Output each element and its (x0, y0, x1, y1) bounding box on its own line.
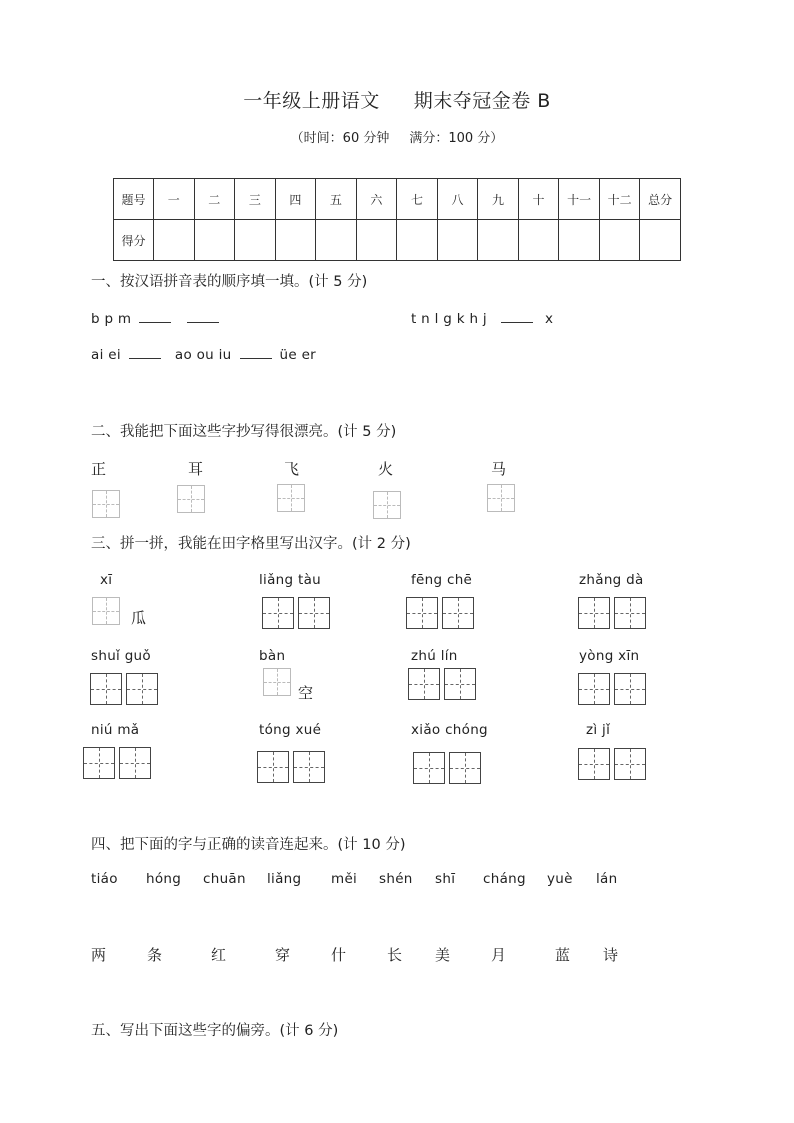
answer-blank[interactable] (240, 357, 272, 359)
copy-char: 正 (91, 460, 107, 478)
score-table-score-label: 得分 (114, 220, 154, 261)
pinyin-label: yòng xīn (579, 648, 640, 664)
pinyin-label: bàn (259, 648, 286, 664)
title-part2: 期末夺冠金卷 B (413, 90, 551, 112)
answer-blank[interactable] (139, 321, 171, 323)
section1-row1-right (411, 311, 553, 327)
score-table-header-label: 题号 (114, 179, 154, 220)
section1-row2-b: ao ou iu (174, 347, 232, 363)
tianzige-box[interactable] (257, 751, 289, 783)
match-pinyin[interactable]: yuè (547, 871, 573, 887)
copy-char: 马 (491, 460, 507, 478)
score-table-col: 十二 (599, 179, 640, 220)
match-pinyin[interactable]: liǎng (267, 871, 302, 887)
tianzige-box[interactable] (293, 751, 325, 783)
copy-char: 火 (378, 460, 394, 478)
section3-heading: 三、拼一拼，我能在田字格里写出汉字。(计 2 分) (91, 536, 411, 552)
match-pinyin[interactable]: tiáo (91, 871, 118, 887)
answer-blank[interactable] (187, 321, 219, 323)
pinyin-label: niú mǎ (91, 722, 140, 738)
tianzige-box[interactable] (277, 484, 305, 512)
score-table-col: 十 (518, 179, 559, 220)
score-table-col: 三 (235, 179, 276, 220)
tianzige-box[interactable] (408, 668, 440, 700)
score-table-col: 五 (316, 179, 357, 220)
section1-row1-right-tail: x (544, 311, 554, 327)
pinyin-label: tóng xué (259, 722, 322, 738)
score-table-col: 九 (478, 179, 519, 220)
tianzige-box[interactable] (449, 752, 481, 784)
tianzige-box[interactable] (578, 673, 610, 705)
match-char[interactable]: 红 (211, 946, 227, 964)
section1-row1-left (91, 311, 227, 327)
score-cell[interactable] (356, 220, 397, 261)
pinyin-label: xiǎo chóng (411, 722, 488, 738)
pinyin-label: fēng chē (411, 572, 473, 588)
copy-char: 飞 (284, 460, 300, 478)
page-subtitle (0, 127, 794, 146)
match-char[interactable]: 条 (147, 946, 163, 964)
match-pinyin[interactable]: cháng (483, 871, 526, 887)
page-title (0, 86, 794, 113)
score-cell[interactable] (640, 220, 681, 261)
tianzige-box[interactable] (92, 490, 120, 518)
match-pinyin[interactable]: lán (596, 871, 618, 887)
score-table-score-row (114, 220, 681, 261)
score-cell[interactable] (316, 220, 357, 261)
tianzige-box[interactable] (578, 597, 610, 629)
match-pinyin[interactable]: hóng (146, 871, 182, 887)
section4-heading: 四、把下面的字与正确的读音连起来。(计 10 分) (91, 837, 406, 853)
match-pinyin[interactable]: shī (435, 871, 456, 887)
subtitle-time: （时间：60 分钟 (290, 131, 390, 146)
score-table-col: 十一 (559, 179, 600, 220)
tianzige-box[interactable] (119, 747, 151, 779)
score-cell[interactable] (437, 220, 478, 261)
score-table-col: 七 (397, 179, 438, 220)
score-cell[interactable] (194, 220, 235, 261)
score-cell[interactable] (518, 220, 559, 261)
pinyin-label: zhǎng dà (579, 572, 644, 588)
score-table (113, 178, 681, 261)
pinyin-label: zì jǐ (586, 722, 611, 738)
copy-char: 耳 (188, 460, 204, 478)
score-table-header-row (114, 179, 681, 220)
tianzige-box[interactable] (413, 752, 445, 784)
match-char[interactable]: 月 (491, 946, 507, 964)
tianzige-box[interactable] (444, 668, 476, 700)
match-pinyin[interactable]: shén (379, 871, 413, 887)
tianzige-box[interactable] (90, 673, 122, 705)
score-table-col: 总分 (640, 179, 681, 220)
section1-row2-a: ai ei (91, 347, 121, 363)
pinyin-label: shuǐ guǒ (91, 648, 151, 664)
section1-row1-right-letters: t n l g k h j (411, 311, 487, 327)
tianzige-box[interactable] (406, 597, 438, 629)
match-char[interactable]: 两 (91, 946, 107, 964)
tianzige-box[interactable] (614, 597, 646, 629)
pinyin-label: liǎng tàu (259, 572, 322, 588)
score-cell[interactable] (154, 220, 195, 261)
match-char[interactable]: 长 (387, 946, 403, 964)
answer-blank[interactable] (129, 357, 161, 359)
section1-row1-left-letters: b p m (91, 311, 132, 327)
score-cell[interactable] (397, 220, 438, 261)
score-table-col: 二 (194, 179, 235, 220)
tianzige-box[interactable] (126, 673, 158, 705)
subtitle-score: 满分：100 分） (409, 131, 504, 146)
tianzige-box[interactable] (92, 597, 120, 625)
section2-heading: 二、我能把下面这些字抄写得很漂亮。(计 5 分) (91, 424, 397, 440)
match-pinyin[interactable]: chuān (203, 871, 246, 887)
tianzige-box[interactable] (373, 491, 401, 519)
score-table-col: 六 (356, 179, 397, 220)
score-cell[interactable] (235, 220, 276, 261)
section1-row2 (91, 347, 316, 363)
match-char[interactable]: 诗 (603, 946, 619, 964)
score-table-col: 八 (437, 179, 478, 220)
tianzige-box[interactable] (442, 597, 474, 629)
tianzige-box[interactable] (263, 668, 291, 696)
section1-heading: 一、按汉语拼音表的顺序填一填。(计 5 分) (91, 274, 368, 290)
match-char[interactable]: 穿 (275, 946, 291, 964)
score-cell[interactable] (478, 220, 519, 261)
match-pinyin[interactable]: měi (331, 871, 358, 887)
tianzige-box[interactable] (487, 484, 515, 512)
tianzige-box[interactable] (83, 747, 115, 779)
given-char: 瓜 (131, 609, 147, 627)
tianzige-box[interactable] (177, 485, 205, 513)
tianzige-box[interactable] (578, 748, 610, 780)
match-char[interactable]: 美 (435, 946, 451, 964)
section5-heading: 五、写出下面这些字的偏旁。(计 6 分) (91, 1023, 339, 1039)
tianzige-box[interactable] (262, 597, 294, 629)
score-cell[interactable] (275, 220, 316, 261)
section1-row2-c: üe er (279, 347, 317, 363)
tianzige-box[interactable] (614, 748, 646, 780)
score-table-col: 四 (275, 179, 316, 220)
given-char: 空 (298, 684, 314, 702)
tianzige-box[interactable] (614, 673, 646, 705)
title-part1: 一年级上册语文 (243, 90, 380, 112)
tianzige-box[interactable] (298, 597, 330, 629)
pinyin-label: xī (100, 572, 113, 588)
answer-blank[interactable] (501, 321, 533, 323)
score-cell[interactable] (599, 220, 640, 261)
match-char[interactable]: 什 (331, 946, 347, 964)
score-table-col: 一 (154, 179, 195, 220)
match-char[interactable]: 蓝 (555, 946, 571, 964)
score-cell[interactable] (559, 220, 600, 261)
pinyin-label: zhú lín (411, 648, 458, 664)
